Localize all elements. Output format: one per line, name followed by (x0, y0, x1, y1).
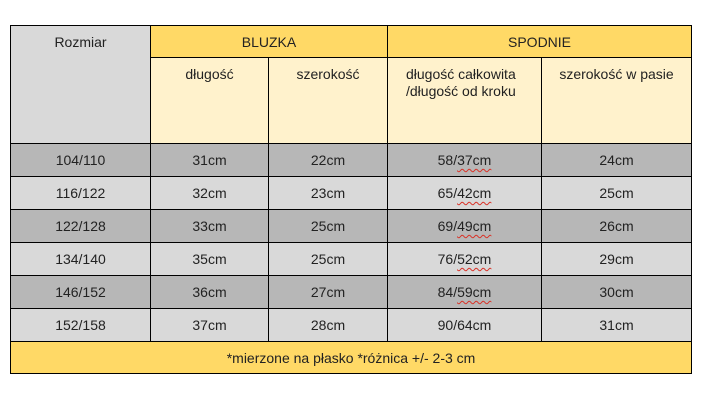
blouse-length-cell: 35cm (151, 243, 269, 276)
size-cell: 122/128 (11, 210, 151, 243)
blouse-length-cell: 32cm (151, 177, 269, 210)
pants-waist-header (542, 58, 692, 144)
pants-inseam-value: 52cm (457, 251, 492, 267)
pants-inseam-value: 49cm (457, 218, 492, 234)
blouse-length-cell: 37cm (151, 309, 269, 342)
blouse-length-label: długość (185, 66, 234, 82)
size-cell: 152/158 (11, 309, 151, 342)
pants-length-label-line2: /długość od kroku (406, 83, 516, 99)
blouse-length-header (151, 58, 269, 144)
blouse-width-cell: 27cm (269, 276, 388, 309)
blouse-width-label: szerokość (296, 66, 360, 82)
blouse-width-cell: 22cm (269, 144, 388, 177)
footer-row (11, 342, 692, 374)
blouse-width-cell: 23cm (269, 177, 388, 210)
pants-length-cell (388, 144, 542, 177)
pants-total-value: 58/ (437, 152, 458, 168)
blouse-length-cell: 36cm (151, 276, 269, 309)
pants-length-cell (388, 210, 542, 243)
pants-length-label-line1: długość całkowita (406, 66, 516, 82)
pants-length-cell (388, 276, 542, 309)
pants-total-value: 69/ (437, 218, 458, 234)
pants-length-header (388, 58, 542, 144)
blouse-width-header (269, 58, 388, 144)
table-row (11, 177, 692, 210)
pants-inseam-value: 59cm (457, 284, 492, 300)
size-cell: 104/110 (11, 144, 151, 177)
pants-waist-cell: 31cm (542, 309, 692, 342)
blouse-width-cell: 25cm (269, 243, 388, 276)
pants-inseam-value: 42cm (457, 185, 492, 201)
size-cell: 116/122 (11, 177, 151, 210)
table-row (11, 243, 692, 276)
blouse-length-cell: 31cm (151, 144, 269, 177)
blouse-length-cell: 33cm (151, 210, 269, 243)
blouse-width-cell: 25cm (269, 210, 388, 243)
blouse-width-cell: 28cm (269, 309, 388, 342)
size-column-label: Rozmiar (54, 34, 107, 50)
pants-inseam-value: 37cm (457, 152, 492, 168)
size-cell: 146/152 (11, 276, 151, 309)
pants-length-cell (388, 309, 542, 342)
pants-waist-cell: 29cm (542, 243, 692, 276)
pants-length-cell (388, 243, 542, 276)
header-group-row (11, 26, 692, 58)
size-column-header (11, 26, 151, 144)
table-row (11, 144, 692, 177)
pants-total-value: 65/ (437, 185, 458, 201)
pants-length-cell (388, 177, 542, 210)
footer-note: *mierzone na płasko *różnica +/- 2-3 cm (11, 342, 692, 374)
pants-waist-cell: 26cm (542, 210, 692, 243)
table-row (11, 309, 692, 342)
pants-total-value: 76/ (437, 251, 458, 267)
table-row (11, 276, 692, 309)
pants-group-header: SPODNIE (388, 26, 692, 58)
table-row (11, 210, 692, 243)
pants-waist-cell: 24cm (542, 144, 692, 177)
pants-waist-label: szerokość w pasie (559, 66, 674, 82)
size-chart-table (10, 25, 692, 374)
pants-waist-cell: 30cm (542, 276, 692, 309)
blouse-group-header: BLUZKA (151, 26, 388, 58)
size-cell: 134/140 (11, 243, 151, 276)
pants-total-value: 90/64cm (437, 317, 492, 333)
pants-total-value: 84/ (437, 284, 458, 300)
pants-waist-cell: 25cm (542, 177, 692, 210)
